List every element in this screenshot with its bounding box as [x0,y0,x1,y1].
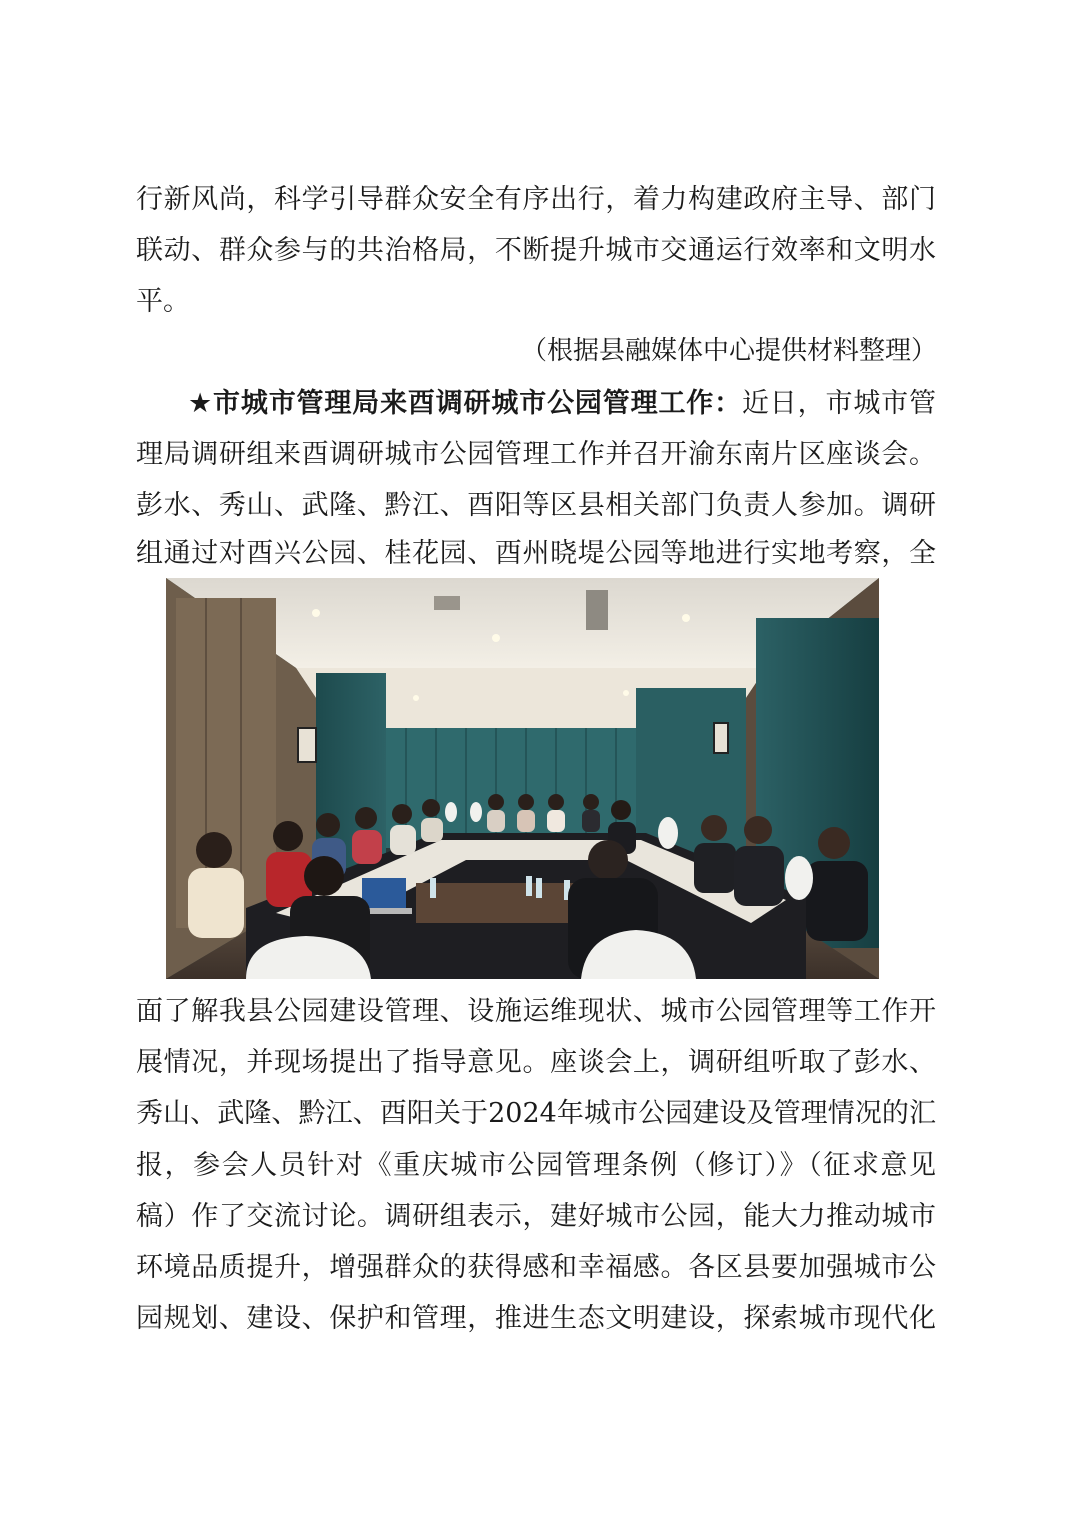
text-line: 行新风尚，科学引导群众安全有序出行，着力构建政府主导、部门 [136,184,936,215]
text-line: 平。 [136,286,190,317]
text-line: 彭水、秀山、武隆、黔江、酉阳等区县相关部门负责人参加。调研 [136,490,936,521]
text-line: 秀山、武隆、黔江、酉阳关于2024年城市公园建设及管理情况的汇 [136,1098,936,1129]
source-note: （根据县融媒体中心提供材料整理） [520,336,937,366]
text-line: 联动、群众参与的共治格局，不断提升城市交通运行效率和文明水 [136,235,936,266]
text-line: 稿）作了交流讨论。调研组表示，建好城市公园，能大力推动城市 [136,1201,936,1232]
meeting-room-illustration [166,578,879,979]
text-line: 理局调研组来酉调研城市公园管理工作并召开渝东南片区座谈会。 [136,439,936,470]
text-line: 园规划、建设、保护和管理，推进生态文明建设，探索城市现代化 [136,1303,936,1334]
text-line: 报，参会人员针对《重庆城市公园管理条例（修订）》（征求意见 [136,1150,936,1181]
article-headline: ★市城市管理局来酉调研城市公园管理工作： [188,388,742,419]
text-line: 展情况，并现场提出了指导意见。座谈会上，调研组听取了彭水、 [136,1047,936,1078]
text-line: 面了解我县公园建设管理、设施运维现状、城市公园管理等工作开 [136,996,936,1027]
meeting-room-photo [166,578,879,979]
article-lead-text: 近日，市城市管 [741,388,936,419]
text-line: 环境品质提升，增强群众的获得感和幸福感。各区县要加强城市公 [136,1252,936,1283]
text-line: 组通过对酉兴公园、桂花园、酉州晓堤公园等地进行实地考察，全 [136,538,936,569]
article-lead-line [188,377,936,431]
